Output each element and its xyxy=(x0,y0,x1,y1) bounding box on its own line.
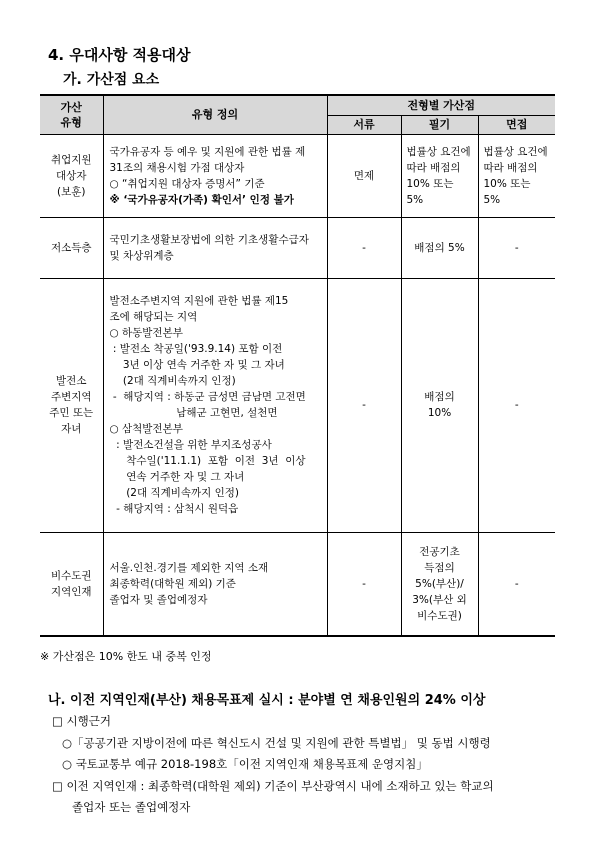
row-doc: 면제 xyxy=(327,134,401,217)
row-interview: - xyxy=(478,217,555,278)
basis-label: □ 시행근거 xyxy=(52,714,111,728)
basis-item-2: ○ 국토교통부 예규 2018-198호「이전 지역인재 채용목표제 운영지침」 xyxy=(62,757,428,771)
header-doc: 서류 xyxy=(327,115,401,134)
row-interview: - xyxy=(478,278,555,532)
row-category: 저소득층 xyxy=(40,217,103,278)
talent-definition: □ 이전 지역인재 : 최종학력(대학원 제외) 기준이 부산광역시 내에 소재하고 있는 학교의 xyxy=(52,779,494,793)
header-written: 필기 xyxy=(401,115,478,134)
row-definition: 서울.인천.경기를 제외한 지역 소재 최종학력(대학원 제외) 기준 졸업자 및 졸업예정자 xyxy=(103,532,327,636)
row-interview: - xyxy=(478,532,555,636)
basis-item-1: ○「공공기관 지방이전에 따른 혁신도시 건설 및 지원에 관한 특별법」 및 동법 시행령 xyxy=(62,736,491,750)
row-written: 법률상 요건에 따라 배점의 10% 또는 5% xyxy=(401,134,478,217)
row-category: 발전소 주변지역 주민 또는 자녀 xyxy=(40,278,103,532)
table-row xyxy=(40,278,555,532)
row-doc: - xyxy=(327,532,401,636)
row-interview: 법률상 요건에 따라 배점의 10% 또는 5% xyxy=(478,134,555,217)
row-doc: - xyxy=(327,217,401,278)
header-interview: 면접 xyxy=(478,115,555,134)
header-group: 전형별 가산점 xyxy=(327,95,555,115)
table-row xyxy=(40,134,555,217)
row-category: 비수도권 지역인재 xyxy=(40,532,103,636)
row-definition: 발전소주변지역 지원에 관한 법률 제15 조에 해당되는 지역 ○ 하동발전본부 : 발전소 착공일('93.9.14) 포함 이전 3년 이상 연속 거주한 자 및 그 자녀 (2대 직계비속까지 인정) - 해당지역 : 하동군 금성면 금남면 고전면 남해군 고현면, 설천면 ○ 삼척발전본부 : 발전소건설을 위한 부지조성공사 착수일('11.1.1) 포함 이전 3년 이상 연속 거주한 자 및 그 자녀 (2대 직계비속까지 인정) - 해당지역 : 삼척시 원덕읍 xyxy=(103,278,327,532)
talent-definition-cont: 졸업자 또는 졸업예정자 xyxy=(72,800,191,814)
row-doc: - xyxy=(327,278,401,532)
header-category: 가산 유형 xyxy=(40,95,103,134)
subsection-title: 가. 가산점 요소 xyxy=(63,72,160,88)
row-written: 전공기초 득점의 5%(부산)/ 3%(부산 외 비수도권) xyxy=(401,532,478,636)
table-row xyxy=(40,217,555,278)
table-note: ※ 가산점은 10% 한도 내 중복 인정 xyxy=(40,650,212,663)
row-definition: 국민기초생활보장법에 의한 기초생활수급자 및 차상위계층 xyxy=(103,217,327,278)
row-category: 취업지원 대상자 (보훈) xyxy=(40,134,103,217)
row-definition: 국가유공자 등 예우 및 지원에 관한 법률 제 31조의 채용시험 가점 대상자 ○ “취업지원 대상자 증명서” 기준 ※ ‘국가유공자(가족) 확인서’ 인정 불가 xyxy=(103,134,327,217)
section-title: 4. 우대사항 적용대상 xyxy=(48,46,191,64)
row-written: 배점의 5% xyxy=(401,217,478,278)
row-written: 배점의 10% xyxy=(401,278,478,532)
section-b-title: 나. 이전 지역인재(부산) 채용목표제 실시 : 분야별 연 채용인원의 24% 이상 xyxy=(48,693,486,708)
bonus-points-table xyxy=(40,94,555,637)
header-definition: 유형 정의 xyxy=(103,95,327,134)
table-row xyxy=(40,532,555,636)
